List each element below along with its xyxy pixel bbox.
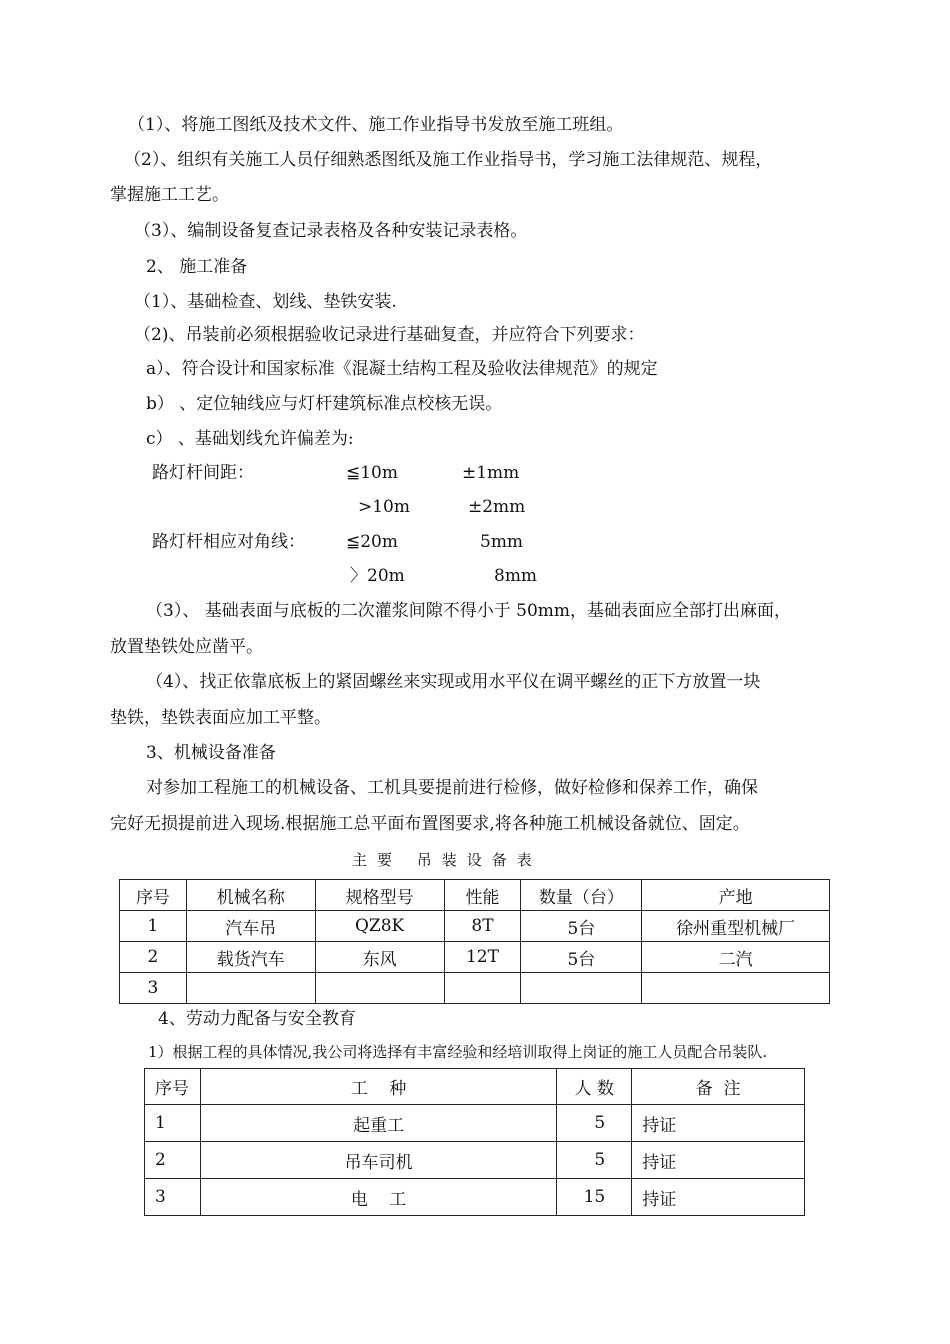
header-cell: 工 种 xyxy=(200,1069,556,1105)
requirement-a: a）、符合设计和国家标准《混凝土结构工程及验收法律规范》的规定 xyxy=(146,359,658,379)
table-cell: 15 xyxy=(557,1179,632,1216)
table-cell xyxy=(315,973,444,1004)
spacing-tolerance-2: ±2mm xyxy=(468,497,526,517)
requirement-b: b） 、定位轴线应与灯杆建筑标准点校核无误。 xyxy=(146,394,503,414)
paragraph-4: （1）、基础检查、划线、垫铁安装. xyxy=(134,292,397,312)
header-cell: 序号 xyxy=(145,1069,201,1105)
diagonal-tolerance-2: 8mm xyxy=(494,566,538,586)
table-cell: 持证 xyxy=(632,1179,805,1216)
table-cell: 起重工 xyxy=(200,1105,556,1142)
section-heading-2: 2、 施工准备 xyxy=(146,257,248,277)
paragraph-5: （2)、吊装前必须根据验收记录进行基础复查，并应符合下列要求： xyxy=(134,325,645,345)
paragraph-7-cont: 垫铁，垫铁表面应加工平整。 xyxy=(110,708,331,728)
section-heading-4: 4、劳动力配备与安全教育 xyxy=(158,1009,356,1029)
table-cell: 5台 xyxy=(521,942,642,973)
table-cell: 东风 xyxy=(315,942,444,973)
paragraph-2: （2）、组织有关施工人员仔细熟悉图纸及施工作业指导书，学习施工法律规范、规程， xyxy=(124,150,773,170)
spacing-value-2: >10m xyxy=(358,497,410,517)
paragraph-1: （1）、将施工图纸及技术文件、施工作业指导书发放至施工班组。 xyxy=(128,115,624,135)
paragraph-8: 对参加工程施工的机械设备、工机具要提前进行检修，做好检修和保养工作，确保 xyxy=(146,778,758,798)
table-cell: 1 xyxy=(120,911,187,942)
diagonal-label: 路灯杆相应对角线： xyxy=(152,532,305,552)
table-cell: 5 xyxy=(557,1105,632,1142)
header-cell: 人 数 xyxy=(557,1069,632,1105)
paragraph-6-cont: 放置垫铁处应凿平。 xyxy=(110,637,263,657)
table-cell: 二汽 xyxy=(642,942,830,973)
equipment-table xyxy=(119,879,830,1004)
table-cell: 5台 xyxy=(521,911,642,942)
table-cell: 5 xyxy=(557,1142,632,1179)
header-cell: 产地 xyxy=(642,880,830,911)
table-cell: 持证 xyxy=(632,1142,805,1179)
table-cell: 3 xyxy=(120,973,187,1004)
table-cell xyxy=(186,973,315,1004)
table-cell xyxy=(521,973,642,1004)
table-cell: 载货汽车 xyxy=(186,942,315,973)
paragraph-9: 1）根据工程的具体情况,我公司将选择有丰富经验和经培训取得上岗证的施工人员配合吊装队. xyxy=(148,1043,768,1061)
paragraph-2-cont: 掌握施工工艺。 xyxy=(110,185,229,205)
table-cell: 持证 xyxy=(632,1105,805,1142)
diagonal-tolerance-1: 5mm xyxy=(480,532,524,552)
diagonal-value-2: 〉20m xyxy=(350,566,405,586)
header-cell: 数量（台） xyxy=(521,880,642,911)
table-cell: 2 xyxy=(120,942,187,973)
header-cell: 备 注 xyxy=(632,1069,805,1105)
table-cell xyxy=(444,973,521,1004)
table-row xyxy=(120,911,830,942)
equipment-table-header xyxy=(120,880,830,911)
table-row xyxy=(120,973,830,1004)
labor-table xyxy=(144,1068,805,1216)
table-row xyxy=(145,1105,805,1142)
diagonal-value-1: ≦20m xyxy=(346,532,398,552)
table-row xyxy=(145,1179,805,1216)
table-cell: 2 xyxy=(145,1142,201,1179)
paragraph-6: （3）、 基础表面与底板的二次灌浆间隙不得小于 50mm，基础表面应全部打出麻面， xyxy=(146,601,791,621)
header-cell: 机械名称 xyxy=(186,880,315,911)
requirement-c: c） 、基础划线允许偏差为: xyxy=(146,429,354,449)
table-row xyxy=(120,942,830,973)
table-cell: 1 xyxy=(145,1105,201,1142)
table-cell: 徐州重型机械厂 xyxy=(642,911,830,942)
header-cell: 规格型号 xyxy=(315,880,444,911)
table-cell: 电 工 xyxy=(200,1179,556,1216)
table-cell: 12T xyxy=(444,942,521,973)
table-cell: 3 xyxy=(145,1179,201,1216)
table-cell: 汽车吊 xyxy=(186,911,315,942)
paragraph-7: （4）、找正依靠底板上的紧固螺丝来实现或用水平仪在调平螺丝的正下方放置一块 xyxy=(146,672,761,692)
paragraph-3: （3）、编制设备复查记录表格及各种安装记录表格。 xyxy=(134,221,528,241)
table-cell: 吊车司机 xyxy=(200,1142,556,1179)
section-heading-3: 3、机械设备准备 xyxy=(146,743,276,763)
header-cell: 性能 xyxy=(444,880,521,911)
table-cell xyxy=(642,973,830,1004)
table-cell: 8T xyxy=(444,911,521,942)
spacing-tolerance-1: ±1mm xyxy=(462,463,520,483)
table-row xyxy=(145,1142,805,1179)
table-cell: QZ8K xyxy=(315,911,444,942)
paragraph-8-cont: 完好无损提前进入现场.根据施工总平面布置图要求,将各种施工机械设备就位、固定。 xyxy=(110,814,750,834)
labor-table-header xyxy=(145,1069,805,1105)
spacing-value-1: ≦10m xyxy=(346,463,398,483)
equipment-table-caption: 主要 吊装设备表 xyxy=(352,851,542,869)
header-cell: 序号 xyxy=(120,880,187,911)
spacing-label: 路灯杆间距： xyxy=(152,463,254,483)
